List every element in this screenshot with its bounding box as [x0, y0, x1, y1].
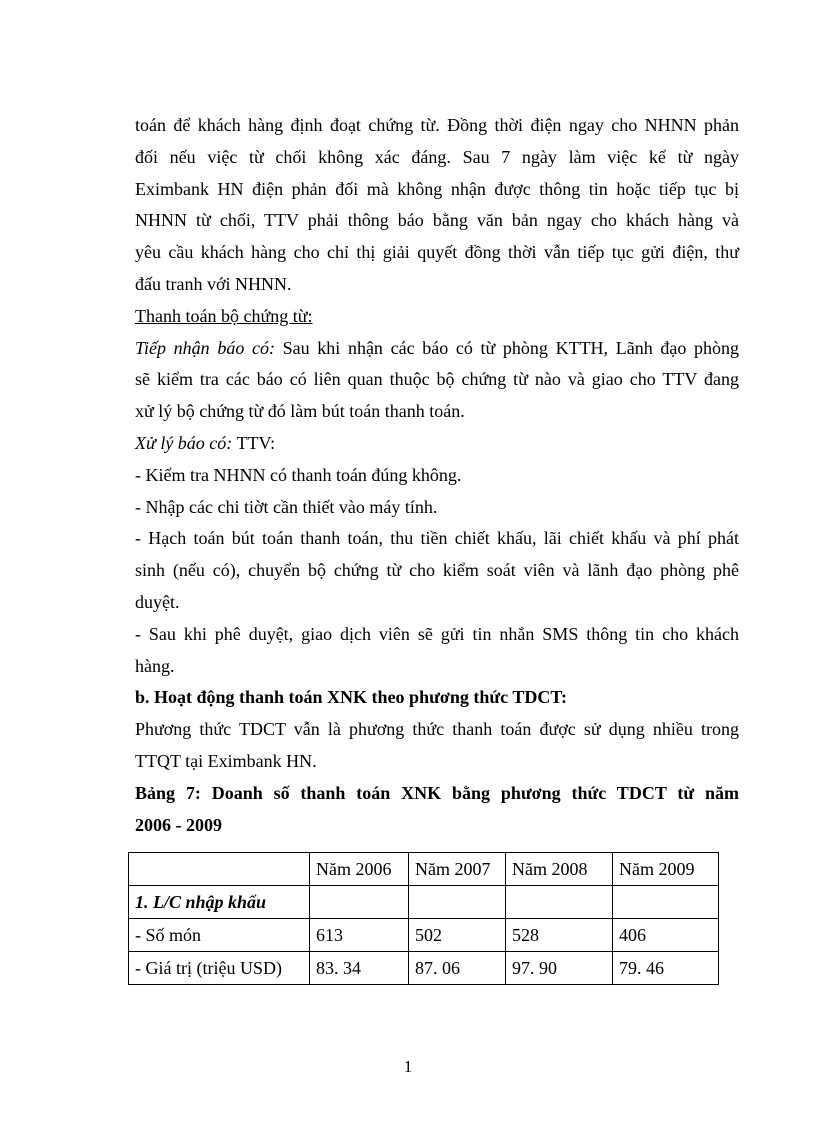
table-cell: 502	[409, 919, 506, 952]
paragraph-line: đấu tranh với NHNN.	[135, 273, 292, 294]
paragraph-line: TTQT tại Eximbank HN.	[135, 750, 317, 771]
bullet-item: hàng.	[135, 655, 175, 676]
table-row	[129, 952, 719, 985]
table-header-cell: Năm 2006	[310, 853, 409, 886]
paragraph-line	[135, 333, 739, 365]
table-header-row	[129, 853, 719, 886]
receive-label: Tiếp nhận báo có:	[135, 337, 275, 358]
table-cell: 528	[506, 919, 613, 952]
bullet-item: - Hạch toán bút toán thanh toán, thu tiền chiết khấu, lãi chiết khấu và phí phát	[135, 528, 739, 549]
table-row	[129, 919, 719, 952]
page-number: 1	[403, 1057, 413, 1076]
table-cell	[310, 886, 409, 919]
table-cell: 613	[310, 919, 409, 952]
table-cell	[613, 886, 719, 919]
receive-text: Sau khi nhận các báo có từ phòng KTTH, Lãnh đạo phòng	[274, 337, 739, 358]
process-label: Xử lý báo có:	[135, 432, 233, 453]
bullet-item: - Kiểm tra NHNN có thanh toán đúng không.	[135, 464, 462, 485]
bullet-item: duyệt.	[135, 591, 180, 612]
table-cell: 1. L/C nhập khẩu	[129, 886, 310, 919]
body-text	[135, 110, 739, 841]
paragraph-line: toán để khách hàng định đoạt chứng từ. Đồng thời điện ngay cho NHNN phản	[135, 115, 739, 135]
table-header-cell: Năm 2007	[409, 853, 506, 886]
bullet-item: sinh (nếu có), chuyển bộ chứng từ cho kiểm soát viên và lãnh đạo phòng phê	[135, 560, 739, 581]
paragraph-line: xử lý bộ chứng từ đó làm bút toán thanh toán.	[135, 401, 465, 422]
paragraph-line: sẽ kiểm tra các báo có liên quan thuộc bộ chứng từ nào và giao cho TTV đang	[135, 369, 739, 390]
table-cell	[506, 886, 613, 919]
section-heading-b: b. Hoạt động thanh toán XNK theo phương thức TDCT:	[135, 687, 567, 708]
revenue-table	[128, 852, 719, 985]
table-cell: 87. 06	[409, 952, 506, 985]
table-cell: 97. 90	[506, 952, 613, 985]
table-header-cell: Năm 2008	[506, 853, 613, 886]
table-caption: Bảng 7: Doanh số thanh toán XNK bằng phương thức TDCT từ năm	[135, 782, 739, 803]
bullet-item: - Sau khi phê duyệt, giao dịch viên sẽ gửi tin nhắn SMS thông tin cho khách	[135, 623, 739, 644]
table-cell: - Số món	[129, 919, 310, 952]
subheading-payment	[135, 301, 739, 333]
table-header-cell	[129, 853, 310, 886]
table-cell: 83. 34	[310, 952, 409, 985]
table-cell: 79. 46	[613, 952, 719, 985]
paragraph-line: Eximbank HN điện phản đối mà không nhận được thông tin hoặc tiếp tục bị	[135, 178, 739, 199]
paragraph-line: Phương thức TDCT vẫn là phương thức thanh toán được sử dụng nhiều trong	[135, 719, 739, 740]
table-cell	[409, 886, 506, 919]
table-caption: 2006 - 2009	[135, 814, 222, 835]
paragraph-line: đối nếu việc từ chối không xác đáng. Sau 7 ngày làm việc kể từ ngày	[135, 146, 739, 167]
process-text: TTV:	[232, 432, 276, 453]
subheading-payment-text: Thanh toán bộ chứng từ:	[135, 305, 313, 326]
bullet-item: - Nhập các chi tiờt cần thiết vào máy tính.	[135, 496, 438, 517]
table-cell: - Giá trị (triệu USD)	[129, 952, 310, 985]
paragraph-line: yêu cầu khách hàng cho chỉ thị giải quyết đồng thời vẫn tiếp tục gửi điện, thư	[135, 242, 739, 263]
table-row	[129, 886, 719, 919]
table-header-cell: Năm 2009	[613, 853, 719, 886]
table-cell: 406	[613, 919, 719, 952]
process-line	[135, 428, 739, 460]
paragraph-line: NHNN từ chối, TTV phải thông báo bằng văn bản ngay cho khách hàng và	[135, 210, 739, 231]
